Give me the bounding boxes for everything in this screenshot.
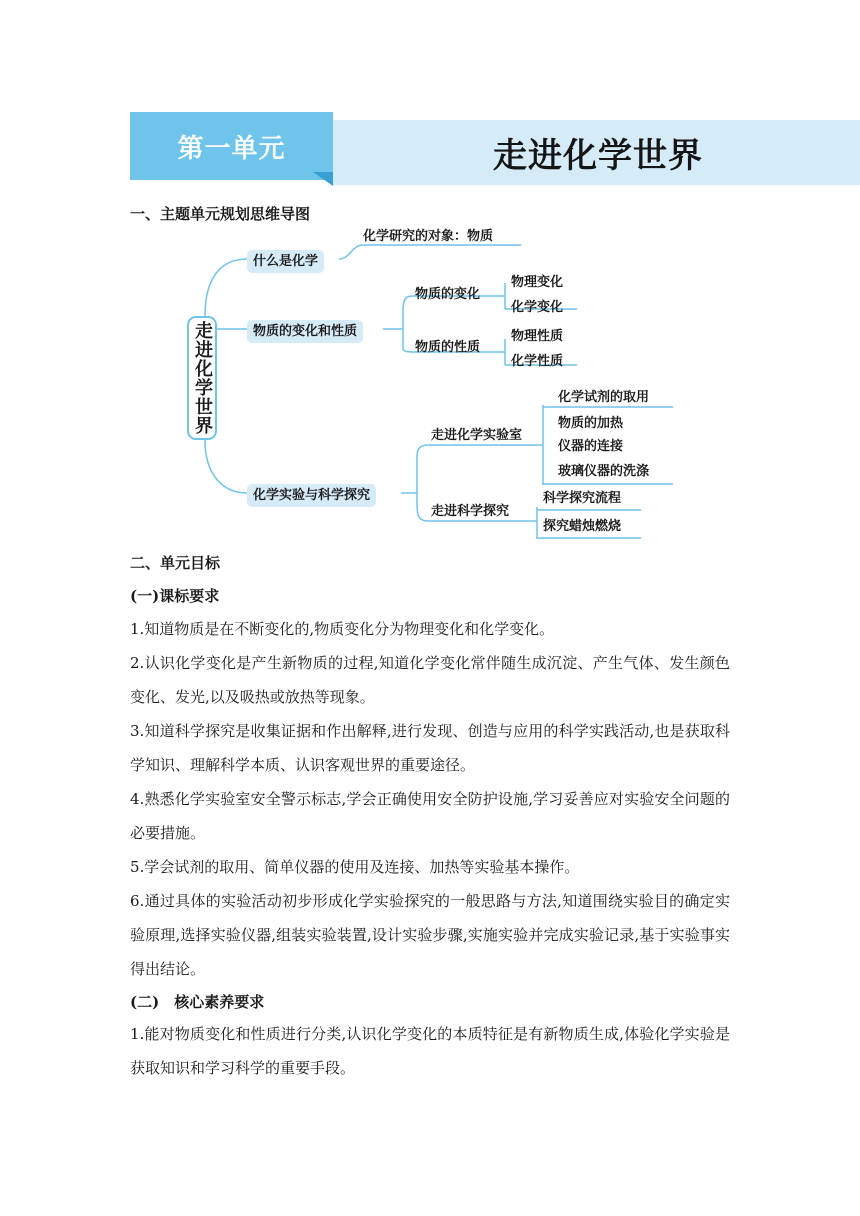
banner-ribbon-tail — [313, 172, 333, 186]
node-connecting: 仪器的连接 — [558, 439, 624, 454]
subheading-curriculum: (一)课标要求 — [130, 587, 220, 605]
node-heating: 物质的加热 — [558, 416, 624, 431]
node-chemical-property: 化学性质 — [511, 354, 564, 369]
branch-experiment-inquiry: 化学实验与科学探究 — [247, 484, 376, 507]
paragraph: 1.知道物质是在不断变化的,物质变化分为物理变化和化学变化。 — [130, 620, 555, 638]
node-washing: 玻璃仪器的洗涤 — [558, 464, 650, 479]
branch-what-is-chemistry: 什么是化学 — [247, 250, 324, 273]
unit-title: 走进化学世界 — [333, 120, 860, 185]
paragraph: 5.学会试剂的取用、简单仪器的使用及连接、加热等实验基本操作。 — [130, 858, 580, 876]
section2-heading: 二、单元目标 — [130, 554, 221, 572]
node-candle-inquiry: 探究蜡烛燃烧 — [543, 519, 622, 534]
node-physical-change: 物理变化 — [511, 275, 564, 290]
node-substance-property: 物质的性质 — [415, 340, 481, 355]
paragraph: 1.能对物质变化和性质进行分类,认识化学变化的本质特征是有新物质生成,体验化学实验是获取知识和学习科学的重要手段。 — [130, 1025, 730, 1077]
paragraph: 6.通过具体的实验活动初步形成化学实验探究的一般思路与方法,知道围绕实验目的确定实验原理,选择实验仪器,组装实验装置,设计实验步骤,实施实验并完成实验记录,基于实验事实得出结论。 — [130, 892, 730, 978]
node-enter-lab: 走进化学实验室 — [431, 428, 523, 443]
section1-heading: 一、主题单元规划思维导图 — [130, 205, 311, 223]
node-inquiry-flow: 科学探究流程 — [543, 491, 622, 506]
paragraph: 4.熟悉化学实验室安全警示标志,学会正确使用安全防护设施,学习妥善应对实验安全问题的必要措施。 — [130, 790, 730, 842]
node-physical-property: 物理性质 — [511, 329, 564, 344]
paragraph: 2.认识化学变化是产生新物质的过程,知道化学变化常伴随生成沉淀、产生气体、发生颜色变化、发光,以及吸热或放热等现象。 — [130, 654, 730, 706]
node-substance-change: 物质的变化 — [415, 287, 481, 302]
node-enter-inquiry: 走进科学探究 — [431, 504, 510, 519]
node-research-object: 化学研究的对象：物质 — [363, 229, 494, 244]
mind-map-root: 走进化学世界 — [187, 316, 217, 440]
node-chemical-change: 化学变化 — [511, 300, 564, 315]
unit-banner — [130, 112, 860, 186]
unit-label: 第一单元 — [130, 112, 333, 180]
paragraph: 3.知道科学探究是收集证据和作出解释,进行发现、创造与应用的科学实践活动,也是获取科学知识、理解科学本质、认识客观世界的重要途径。 — [130, 722, 730, 774]
node-reagent-taking: 化学试剂的取用 — [558, 390, 650, 405]
branch-change-and-property: 物质的变化和性质 — [247, 320, 363, 343]
mind-map — [185, 225, 675, 545]
subheading-core-literacy: (二) 核心素养要求 — [130, 993, 265, 1011]
